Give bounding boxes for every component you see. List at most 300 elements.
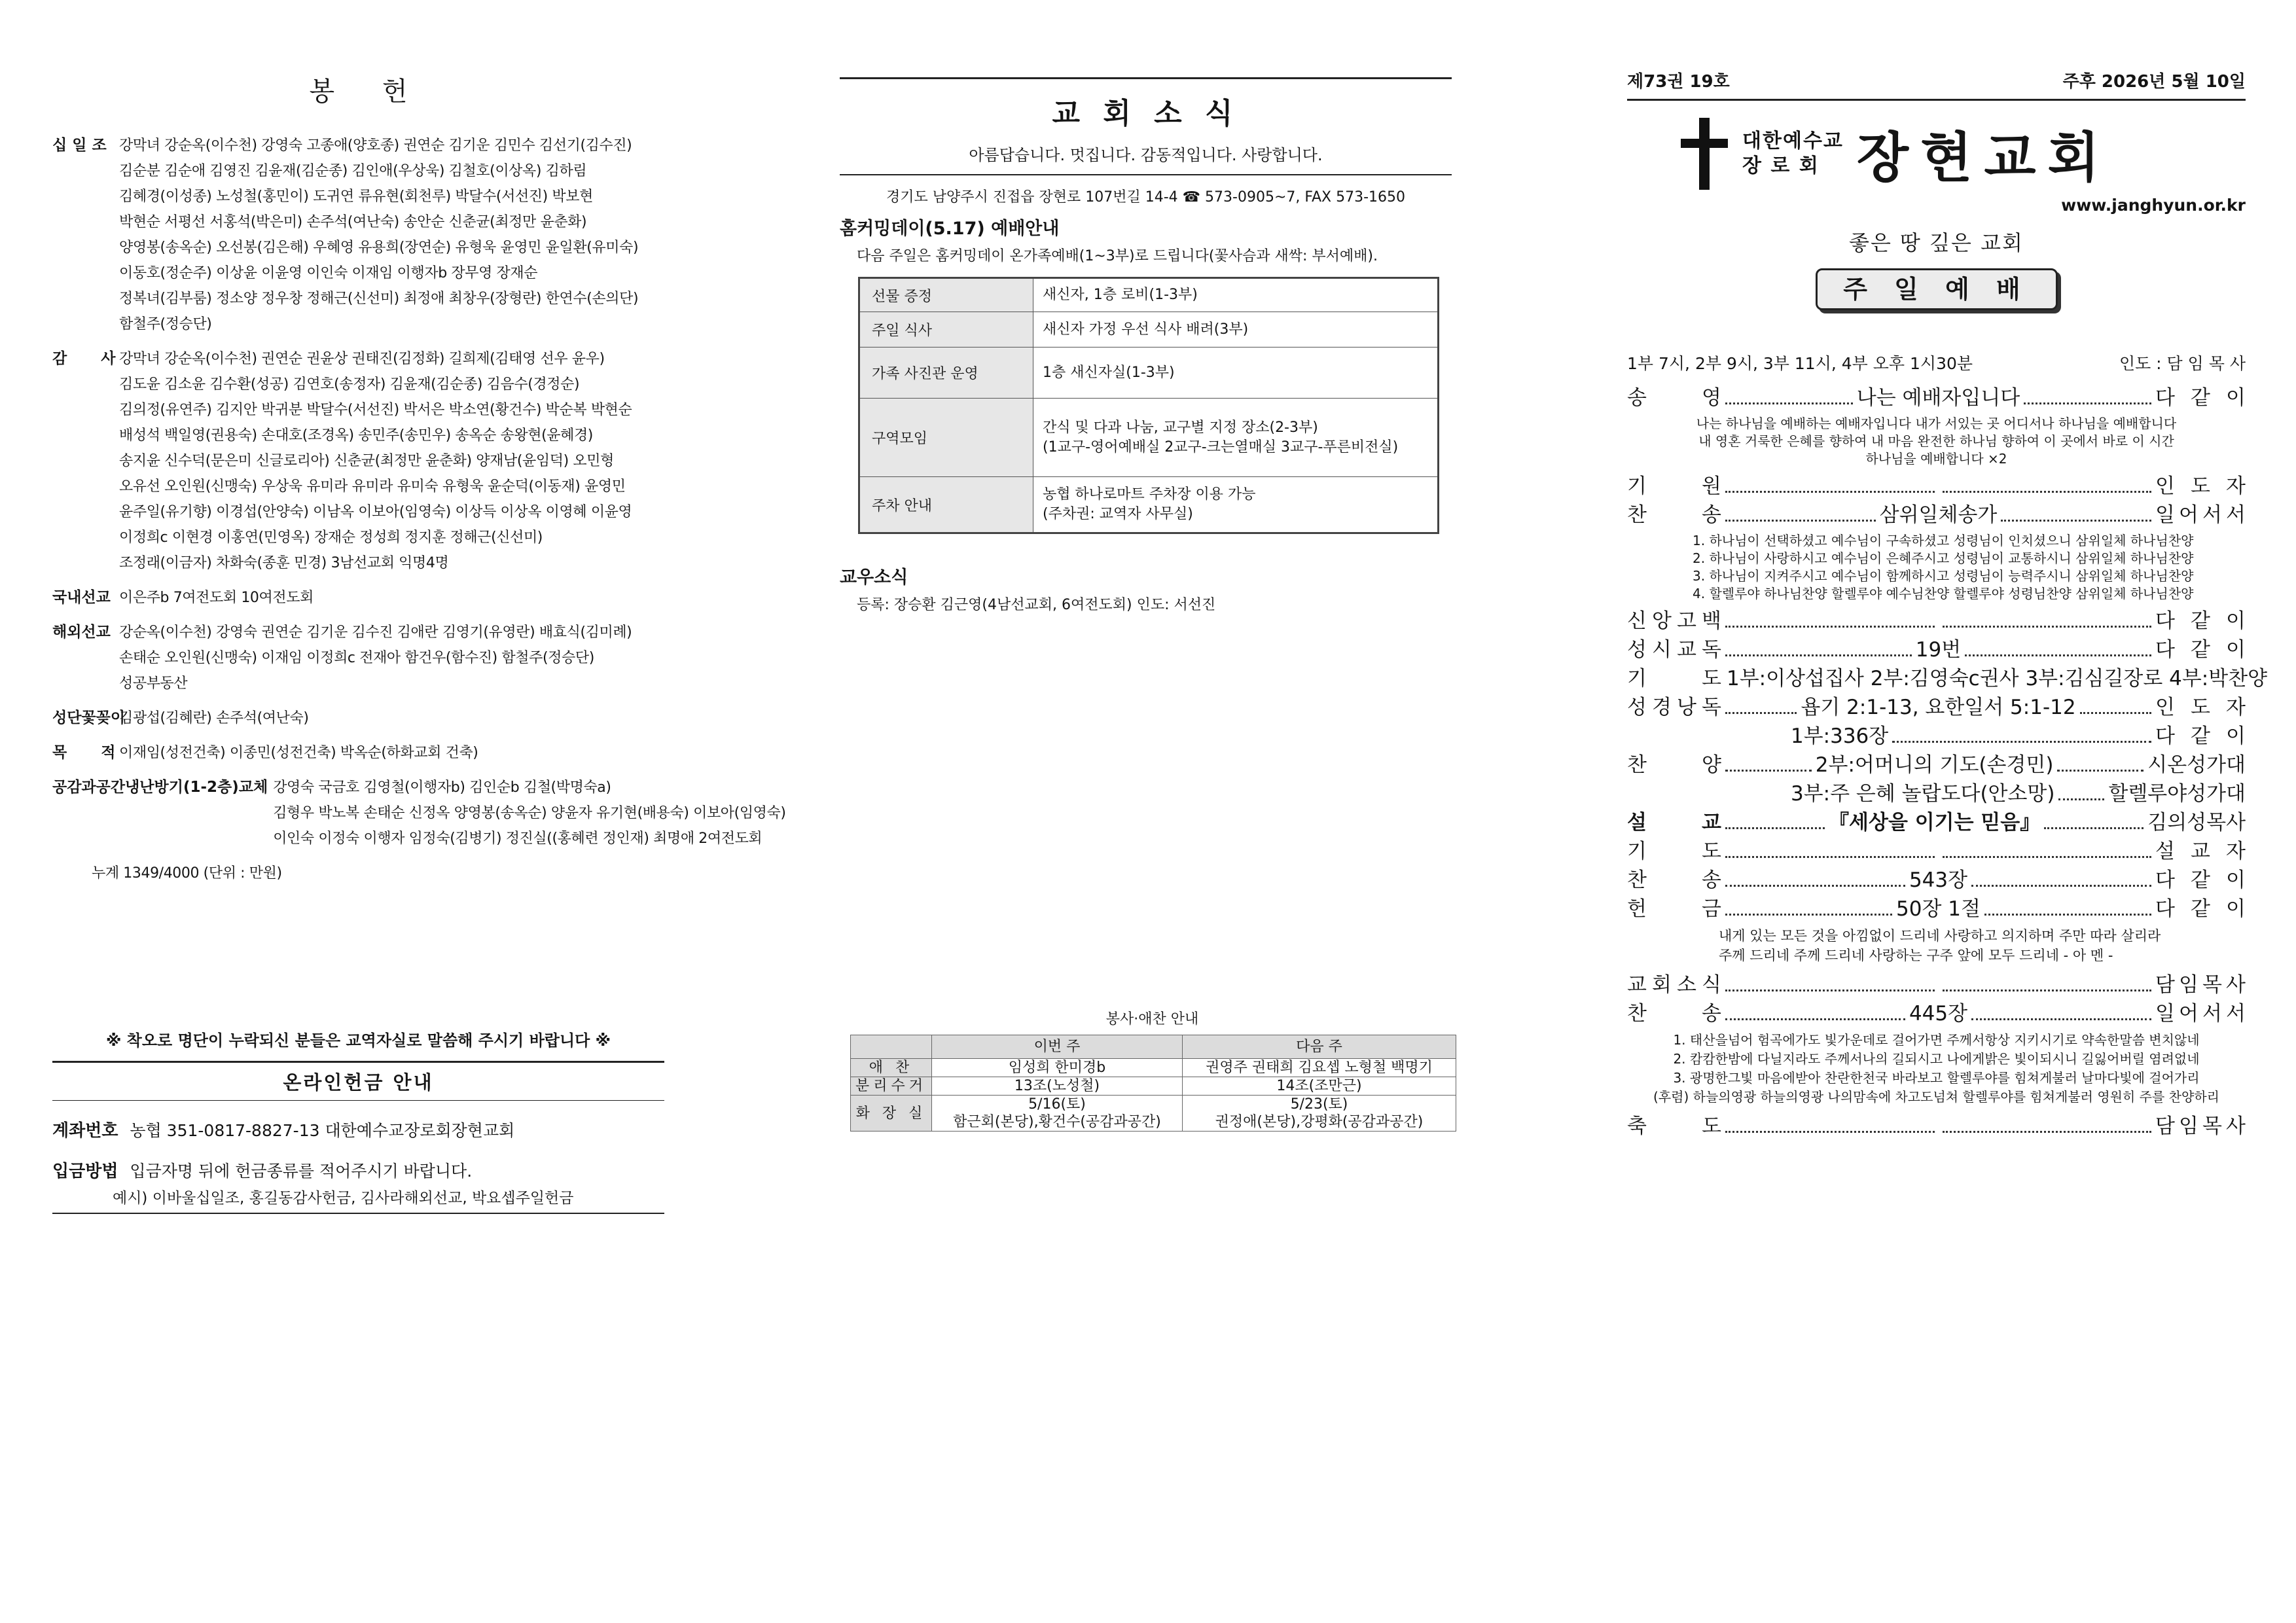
leader-dots [1971,1018,2151,1020]
order-content: 2부:어머니의 기도(손경민) [1815,753,2054,777]
offering-name-line: 성공부동산 [119,675,188,692]
leader-dots [2058,798,2104,800]
leader-dots [1971,885,2151,887]
offering-name-line: 이동호(정순주) 이상윤 이윤영 이인숙 이재임 이행자b 장무영 장재순 [119,265,538,281]
cross-icon [1678,118,1731,190]
info-value-line: 새신자 가정 우선 식사 배려(3부) [1043,321,1249,338]
church-news-column [840,77,1452,1132]
order-responsible-char: 같 [2191,897,2210,921]
order-sub-item: 1부:336장 [1791,724,1889,748]
order-responsible-char: 임 [2179,1115,2198,1138]
order-responsible: 시온성가대 [2147,753,2246,777]
denomination [1742,129,1844,179]
info-value-line: 농협 하나로마트 주차장 이용 가능 [1043,486,1256,503]
service-title-box: 주 일 예 배 [1816,268,2058,310]
info-value-line: 새신자, 1층 로비(1-3부) [1043,287,1198,303]
info-row [859,348,1439,399]
order-responsible-char: 이 [2226,638,2246,662]
info-value-line: (주차권: 교역자 사무실) [1043,506,1193,522]
offering-title: 봉 헌 [309,77,427,107]
leader-dots [1725,654,1912,656]
order-row [1627,607,2246,635]
order-item-char: 찬 [1627,1002,1647,1026]
method-label: 입금방법 [52,1162,118,1181]
order-row [1627,383,2246,412]
order-responsible-char: 자 [2226,474,2246,498]
order-row [1627,837,2246,866]
service-schedule-title: 봉사·애찬 안내 [1105,1011,1199,1027]
offering-name-line: 김형우 박노복 손태순 신정옥 양영봉(송옥순) 양윤자 유기현(배용숙) 이보아(임영숙) [273,805,786,821]
leader-dots [1965,654,2151,656]
leader-dots [2044,827,2144,829]
issue-header [1627,68,2246,101]
order-responsible-char: 목 [2202,1115,2222,1138]
order-content: 욥기 2:1-13, 요한일서 5:1-12 [1801,696,2076,719]
order-responsible [2155,837,2246,866]
order-responsible-char: 다 [2155,868,2175,892]
order-item-char: 소 [1677,973,1696,997]
method-example: 예시) 이바울십일조, 홍길동감사헌금, 김사라해외선교, 박요셉주일헌금 [52,1186,664,1214]
order-responsible: 김의성목사 [2147,811,2246,834]
order-item-char: 교 [1702,811,1721,834]
order-responsible [2155,383,2246,412]
order-responsible-char: 설 [2155,840,2175,863]
homecoming-title: 홈커밍데이(5.17) 예배안내 [840,219,1060,239]
order-responsible-char: 교 [2191,840,2210,863]
order-item [1627,472,1721,501]
order-item [1627,837,1721,866]
order-content: 『세상을 이기는 믿음』 [1829,811,2041,834]
news-title: 교 회 소 식 [1052,97,1240,130]
offering-category: 감 사 [52,350,130,367]
offering-group [52,740,664,766]
offering-group [52,620,664,696]
serve-key: 화 장 실 [851,1096,932,1132]
online-offering-title: 온라인헌금 안내 [52,1061,664,1101]
serve-header-next-week: 다음 주 [1182,1035,1456,1059]
info-value [1033,477,1439,533]
order-responsible-char: 서 [2202,503,2222,527]
leader-dots [1943,990,2152,991]
serve-next [1182,1077,1456,1096]
info-row [859,278,1439,312]
order-item-char: 송 [1702,868,1721,892]
leader-dots [1725,712,1797,714]
order-content: 1부:이상섭집사 2부:김영숙c권사 3부:김심길장로 4부:박찬양 [1727,667,2268,690]
info-key: 가족 사진관 운영 [859,348,1033,399]
leader-dots [2057,770,2144,772]
order-row [1627,664,2268,693]
serve-line: 임성희 한미경b [1008,1060,1106,1076]
offering-group [52,346,664,576]
serve-next [1182,1096,1456,1132]
order-item-char: 독 [1702,696,1721,719]
order-responsible-char: 자 [2226,840,2246,863]
order-row [1627,999,2246,1028]
leader-dots [2024,402,2151,404]
leader-dots [1892,741,2151,743]
serve-line: 권정애(본당),강평화(공감과공간) [1215,1114,1424,1130]
offering-group [52,585,664,611]
offering-name-line: 이인숙 이정숙 이행자 임정숙(김병기) 정진실((홍혜련 정인재) 최명애 2여전도회 [273,830,762,847]
member-news-text: 등록: 장승환 김근영(4남선교회, 6여전도회) 인도: 서선진 [857,597,1216,613]
serve-this [932,1096,1183,1132]
serve-line: 5/23(토) [1290,1096,1348,1113]
lyrics-line: 내 영혼 거룩한 은혜를 향하여 내 마음 완전한 하나님 향하여 이 곳에서 바로 이 시간 [1698,433,2174,449]
leader-dots [1943,491,2152,493]
order-item [1627,999,1721,1028]
order-item [1627,501,1721,529]
order-responsible [2155,895,2246,923]
order-item-char: 금 [1702,897,1721,921]
offering-name-line: 양영봉(송옥순) 오선봉(김은해) 우혜영 유용희(장연순) 유형욱 윤영민 윤일환(유미숙) [119,240,639,256]
order-row [1627,751,2246,779]
order-item [1627,383,1721,412]
serve-key: 분리수거 [851,1077,932,1096]
offering-name-line: 함철주(정승단) [119,316,212,332]
denomination-line-2: 장 로 회 [1742,154,1820,177]
order-item-char: 찬 [1627,503,1647,527]
offering-name-line: 강막녀 강순옥(이수천) 강영숙 고종애(양호종) 권연순 김기운 김민수 김선기(김수진) [119,137,632,154]
leader-dots [1725,520,1876,522]
order-responsible [2155,693,2246,722]
lyrics-line: 1. 태산을넘어 험곡에가도 빛가운데로 걸어가면 주께서항상 지키시기로 약속한말씀 변치않네 [1673,1032,2200,1048]
serve-this [932,1077,1183,1096]
order-item-char: 성 [1627,638,1647,662]
order-content: 19번 [1915,638,1962,662]
news-subtitle: 아름답습니다. 멋집니다. 감동적입니다. 사랑합니다. [969,146,1323,164]
offering-category: 국내선교 [52,589,111,606]
homecoming-description: 다음 주일은 홈커밍데이 온가족예배(1~3부)로 드립니다(꽃사슴과 새싹: 부서예배). [857,248,1378,264]
order-responsible-char: 사 [2226,973,2246,997]
order-responsible-char: 같 [2191,609,2210,633]
hymn-lyrics [1627,926,2246,965]
offering-category: 해외선교 [52,624,111,641]
order-responsible [2155,635,2246,664]
offering-names [119,740,478,766]
order-item-char: 백 [1702,609,1721,633]
order-responsible-char: 이 [2226,724,2246,748]
service-leader: 인도 : 담 임 목 사 [2119,354,2246,373]
offering-name-line: 이정희c 이현경 이홍연(민영옥) 장재순 정성희 정지훈 정해근(신선미) [119,529,543,546]
method-value: 입금자명 뒤에 헌금종류를 적어주시기 바랍니다. [130,1162,473,1181]
order-item-char: 송 [1702,1002,1721,1026]
leader-dots [1943,626,2152,628]
order-item-char: 앙 [1652,609,1672,633]
serve-row [851,1077,1456,1096]
offering-name-line: 김혜경(이성종) 노성철(홍민이) 도귀연 류유현(회천루) 박달수(서선진) 박보현 [119,188,593,205]
order-row [1627,635,2246,664]
order-responsible-char: 일 [2155,1002,2175,1026]
offering-names [119,346,632,576]
order-responsible-char: 다 [2155,724,2175,748]
offering-name-line: 강막녀 강순옥(이수천) 권연순 권윤상 권태진(김정화) 길희제(김태영 선우 윤우) [119,351,605,367]
order-item-char: 기 [1627,840,1647,863]
offering-name-line: 윤주일(유기향) 이경섭(안양숙) 이남옥 이보아(임영숙) 이상득 이상옥 이영혜 이윤영 [119,504,632,520]
order-item-char: 양 [1702,753,1721,777]
order-responsible-char: 어 [2179,1002,2198,1026]
order-item-char: 독 [1702,638,1721,662]
offering-name-line: 김순분 김순애 김영진 김윤재(김순종) 김인애(우상욱) 김철호(이상옥) 김하림 [119,163,587,179]
order-item-char: 교 [1627,973,1647,997]
lyrics-line: 주께 드리네 주께 드리네 사랑하는 구주 앞에 모두 드리네 - 아 멘 - [1719,948,2113,963]
leader-dots [1725,1018,1905,1020]
worship-order-column [1627,68,2268,1141]
lyrics-line: 나는 하나님을 예배하는 예배자입니다 내가 서있는 곳 어디서나 하나님을 예배합니다 [1696,416,2177,431]
offering-name-line: 배성석 백일영(권용숙) 손대호(조경옥) 송민주(송민우) 송옥순 송왕현(윤혜경) [119,427,593,444]
order-item-char: 원 [1702,474,1721,498]
leader-dots [1725,770,1812,772]
volume-number: 제73권 19호 [1627,72,1730,92]
leader-dots [1725,827,1825,829]
order-item-char: 도 [1702,667,1721,690]
info-key: 주일 식사 [859,312,1033,348]
offering-name-line: 조정래(이금자) 차화숙(종훈 민경) 3남선교회 익명4명 [119,555,449,571]
hymn-lyrics [1627,415,2246,468]
order-item-char: 기 [1627,474,1647,498]
offering-name-line: 이은주b 7여전도회 10여전도회 [119,590,314,606]
lyrics-line: 내게 있는 모든 것을 아낌없이 드리네 사랑하고 의지하며 주만 따라 살리라 [1719,928,2161,944]
offering-category: 십 일 조 [52,137,107,154]
serve-line: 5/16(토) [1028,1096,1086,1113]
order-row [1627,866,2246,895]
order-responsible-char: 도 [2191,696,2210,719]
offering-names [119,705,309,731]
member-news-title: 교우소식 [840,567,908,588]
offering-names [119,133,638,337]
account-label: 계좌번호 [52,1121,118,1141]
order-responsible [2155,722,2246,751]
order-responsible-char: 이 [2226,868,2246,892]
offering-name-line: 손태순 오인원(신맹숙) 이재임 이정희c 전재아 함건우(함수진) 함철주(정승단) [119,650,594,666]
order-item-char: 축 [1627,1115,1647,1138]
order-responsible-char: 이 [2226,386,2246,410]
order-responsible [2155,607,2246,635]
info-row [859,312,1439,348]
order-item [1627,751,1721,779]
hymn-lyrics [1627,1031,2246,1107]
order-responsible-char: 목 [2202,973,2222,997]
order-responsible [2155,501,2246,529]
info-value [1033,312,1439,348]
order-item-char: 도 [1702,840,1721,863]
order-responsible-char: 같 [2191,386,2210,410]
order-responsible-char: 임 [2179,973,2198,997]
serve-key: 애 찬 [851,1059,932,1077]
order-item [1627,971,1721,999]
leader-dots [2001,520,2151,522]
order-responsible-char: 담 [2155,973,2175,997]
leader-dots [1725,856,1935,858]
leader-dots [1725,885,1905,887]
serve-next [1182,1059,1456,1077]
order-item [1627,664,1721,693]
offering-name-line: 강영숙 국금호 김영철(이행자b) 김인순b 김철(박명숙a) [273,779,611,796]
order-row [1627,808,2246,837]
order-responsible [2155,866,2246,895]
serve-line: 권영주 권태희 김요셉 노형철 백명기 [1206,1060,1433,1076]
order-responsible-char: 같 [2191,868,2210,892]
account-value: 농협 351-0817-8827-13 대한예수교장로회장현교회 [130,1121,515,1140]
church-name: 장현교회 [1856,126,2111,189]
order-content: 445장 [1909,1002,1968,1026]
offering-group [52,133,664,337]
order-responsible-char: 담 [2155,1115,2175,1138]
order-responsible-char: 자 [2226,696,2246,719]
order-item-char: 교 [1677,638,1696,662]
leader-dots [1725,491,1935,493]
order-content: 543장 [1909,868,1968,892]
lyrics-line: 하나님을 예배합니다 ×2 [1865,451,2007,467]
serve-header-empty [851,1035,932,1059]
order-item-char: 회 [1652,973,1672,997]
church-motto: 좋은 땅 깊은 교회 [1849,230,2024,255]
order-responsible-char: 다 [2155,609,2175,633]
church-address: 경기도 남양주시 진접읍 장현로 107번길 14-4 ☎ 573-0905~7, FAX 573-1650 [886,189,1406,205]
order-item-char: 헌 [1627,897,1647,921]
leader-dots [1725,402,1853,404]
order-responsible-char: 서 [2202,1002,2222,1026]
info-value-line: (1교구-영어예배실 2교구-크는열매실 3교구-푸른비전실) [1043,438,1399,455]
serve-line: 14조(조만근) [1276,1078,1362,1094]
hymn-lyrics [1627,532,2246,603]
order-item [1627,895,1721,923]
order-item-char: 기 [1627,667,1647,690]
offering-name-line: 김의정(유연주) 김지안 박귀분 박달수(서선진) 박서은 박소연(황건수) 박순복 박현순 [119,402,632,418]
offering-total: 누계 1349/4000 (단위 : 만원) [92,865,282,882]
offering-group [52,705,664,731]
order-row [1627,1112,2246,1141]
offering-category: 성단꽃꽂이 [52,709,126,726]
order-row [1627,722,2246,751]
info-value-line: 1층 새신자실(1-3부) [1043,364,1175,381]
order-item-char: 낭 [1677,696,1696,719]
serve-line: 13조(노성철) [1014,1078,1100,1094]
service-schedule-table [850,1035,1456,1132]
order-item-char: 성 [1627,696,1647,719]
offering-names [119,620,632,696]
lyrics-line: 4. 할렐루야 하나님찬양 할렐루야 예수님찬양 할렐루야 성령님찬양 삼위일체 하나님찬양 [1693,586,2194,601]
homecoming-table [858,277,1439,534]
serve-row [851,1096,1456,1132]
order-content: 삼위일체송가 [1879,503,1998,527]
order-responsible-char: 다 [2155,638,2175,662]
order-responsible-char: 서 [2226,503,2246,527]
order-responsible [2155,1112,2246,1141]
order-item-char: 식 [1702,973,1721,997]
order-sub-item: 3부:주 은혜 놀랍도다(안소망) [1791,782,2055,806]
lyrics-line: (후렴) 하늘의영광 하늘의영광 나의맘속에 차고도넘쳐 할렐루야를 힘쳐게불러 영원히 주를 찬양하리 [1653,1089,2219,1105]
info-value [1033,399,1439,477]
order-responsible-char: 어 [2179,503,2198,527]
info-value-line: 간식 및 다과 나눔, 교구별 지정 장소(2-3부) [1043,419,1318,436]
order-item [1627,808,1721,837]
order-item-char: 송 [1702,503,1721,527]
leader-dots [1725,990,1935,991]
order-responsible-char: 서 [2226,1002,2246,1026]
order-responsible [2155,999,2246,1028]
service-times-row [1627,351,2246,374]
order-item [1627,607,1721,635]
offering-column [52,71,786,1214]
order-item-char: 찬 [1627,753,1647,777]
order-responsible-char: 같 [2191,724,2210,748]
church-logo [1678,115,2246,192]
method-row [52,1157,664,1186]
order-item-char: 시 [1652,638,1672,662]
service-times: 1부 7시, 2부 9시, 3부 11시, 4부 오후 1시30분 [1627,354,1973,373]
leader-dots [1943,856,2152,858]
order-content: 나는 예배자입니다 [1856,386,2020,410]
order-item-char: 신 [1627,609,1647,633]
offering-name-line: 김광섭(김혜란) 손주석(여난숙) [119,710,309,726]
order-responsible-char: 이 [2226,897,2246,921]
order-responsible-char: 같 [2191,638,2210,662]
lyrics-line: 2. 하나님이 사랑하시고 예수님이 은혜주시고 성령님이 교통하시니 삼위일체 하나님찬양 [1693,550,2194,566]
offering-name-line: 오유선 오인원(신맹숙) 우상욱 유미라 유미라 유미숙 유형욱 윤순덕(이동재) 윤영민 [119,478,626,495]
order-row [1627,895,2246,923]
offering-name-line: 강순옥(이수천) 강영숙 권연순 김기운 김수진 김애란 김영기(유영란) 배효식(김미례) [119,624,632,641]
offering-name-line: 이재임(성전건축) 이종민(성전건축) 박옥순(하화교회 건축) [119,745,478,761]
lyrics-line: 3. 광명한그빛 마음에받아 찬란한천국 바라보고 할렐루야를 힘쳐게불러 날마다빛에 걸어가리 [1673,1070,2200,1086]
website-link[interactable]: www.janghyun.or.kr [2061,196,2246,215]
order-item [1627,693,1721,722]
leader-dots [2080,712,2151,714]
offering-list [52,133,786,851]
order-responsible-char: 사 [2226,1115,2246,1138]
order-item-char: 영 [1702,386,1721,410]
order-responsible: 할렐루야성가대 [2108,782,2246,806]
offering-names [273,775,785,851]
lyrics-line: 3. 하나님이 지켜주시고 예수님이 함께하시고 성령님이 능력주시니 삼위일체 하나님찬양 [1693,568,2194,584]
leader-dots [1725,1131,1935,1133]
order-responsible-char: 인 [2155,696,2175,719]
order-row [1627,779,2246,808]
order-row [1627,472,2246,501]
info-value [1033,278,1439,312]
offering-names [119,585,314,611]
lyrics-line: 2. 캄캄한밤에 다닐지라도 주께서나의 길되시고 나에게밝은 빛이되시니 길잃어버릴 염려없네 [1673,1051,2200,1067]
order-row [1627,971,2246,999]
offering-category: 목 적 [52,744,130,761]
order-item [1627,1112,1721,1141]
order-item-char: 설 [1627,811,1647,834]
order-responsible [2155,472,2246,501]
offering-category: 공감과공간냉난방기(1-2층)교체 [52,779,268,796]
omission-notice: ※ 착오로 명단이 누락되신 분들은 교역자실로 말씀해 주시기 바랍니다 ※ [105,1031,611,1050]
leader-dots [1984,914,2151,916]
order-responsible [2155,971,2246,999]
leader-dots [1725,626,1935,628]
order-item-char: 송 [1627,386,1647,410]
offering-name-line: 박현순 서평선 서홍석(박은미) 손주석(여난숙) 송안순 신춘균(최정만 윤춘화) [119,214,587,230]
leader-dots [1725,914,1892,916]
serve-row [851,1059,1456,1077]
info-row [859,477,1439,533]
order-responsible-char: 일 [2155,503,2175,527]
info-key: 구역모임 [859,399,1033,477]
order-row [1627,501,2246,529]
news-header [840,77,1452,175]
order-responsible-char: 이 [2226,609,2246,633]
worship-order [1627,383,2268,1141]
info-row [859,399,1439,477]
info-key: 선물 증정 [859,278,1033,312]
order-content: 50장 1절 [1896,897,1981,921]
info-value [1033,348,1439,399]
order-item-char: 고 [1677,609,1696,633]
offering-name-line: 김도윤 김소윤 김수환(성공) 김연호(송정자) 김윤재(김순종) 김음수(경정순) [119,376,580,393]
